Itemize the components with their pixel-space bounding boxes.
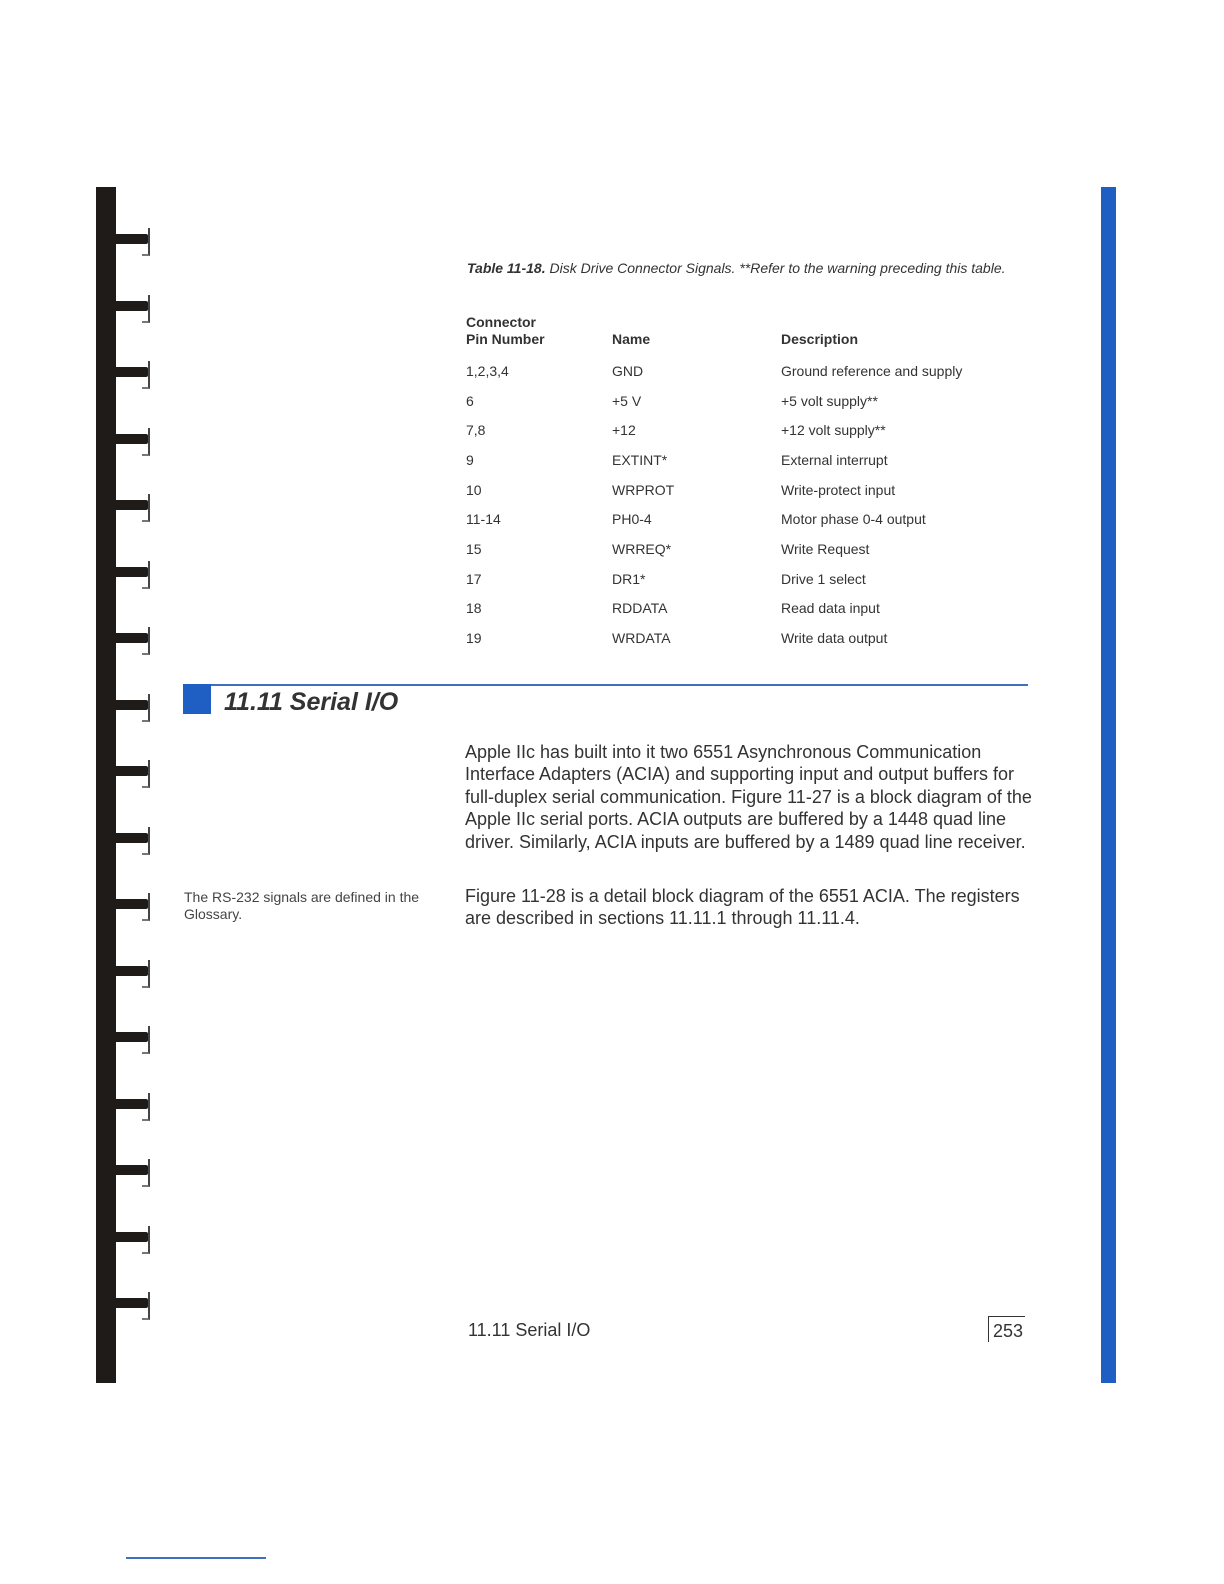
binding-ring-hole <box>142 960 150 988</box>
binding-ring-hole <box>142 295 150 323</box>
table-row <box>466 348 1041 386</box>
binding-ring-bar <box>96 434 148 444</box>
table-row <box>466 564 1041 594</box>
header-pin-line2: Pin Number <box>466 331 545 347</box>
binding-ring <box>96 760 152 786</box>
footer-section-title: 11.11 Serial I/O <box>468 1320 591 1340</box>
binding-ring-hole <box>142 694 150 722</box>
binding-ring-bar <box>96 234 148 244</box>
body-paragraph-1: Apple IIc has built into it two 6551 Asynchronous Communication Interface Adapters (ACIA) and supporting input and output buffers for full-duplex serial communication. Figure 11-27 is a block diagram of the Apple IIc serial ports. ACIA outputs are buffered by a 1448 quad line driver. Similarly, ACIA inputs are buffered by a 1489 quad line receiver. <box>465 742 1032 852</box>
table-caption-text: Disk Drive Connector Signals. **Refer to the warning preceding this table. <box>545 260 1006 276</box>
cell-name: RDDATA <box>612 600 668 617</box>
binding-ring-hole <box>142 627 150 655</box>
binding-ring-hole <box>142 1226 150 1254</box>
table-row <box>466 445 1041 475</box>
binding-ring-hole <box>142 827 150 855</box>
table-header-row <box>466 310 1041 348</box>
binding-ring-bar <box>96 966 148 976</box>
binding-ring-hole <box>142 1026 150 1054</box>
binding-ring <box>96 1226 152 1252</box>
margin-note: The RS-232 signals are defined in the Glossary. <box>184 889 420 922</box>
cell-pin: 18 <box>466 600 482 617</box>
header-description: Description <box>781 331 859 347</box>
binding-ring <box>96 1026 152 1052</box>
cell-description: External interrupt <box>781 451 888 468</box>
table-row <box>466 534 1041 564</box>
cell-pin: 9 <box>466 451 474 468</box>
binding-ring <box>96 694 152 720</box>
binding-ring-bar <box>96 1032 148 1042</box>
binding-ring-hole <box>142 1292 150 1320</box>
binding-ring <box>96 1292 152 1318</box>
binding-ring-hole <box>142 228 150 256</box>
cell-description: Motor phase 0-4 output <box>781 511 926 528</box>
header-name: Name <box>612 331 651 347</box>
binding-ring-bar <box>96 367 148 377</box>
binding-ring-bar <box>96 500 148 510</box>
binding-ring-hole <box>142 1093 150 1121</box>
section-title: 11.11 Serial I/O <box>224 688 399 716</box>
binding-ring-bar <box>96 301 148 311</box>
page-number: 253 <box>988 1316 1025 1342</box>
binding-ring-bar <box>96 766 148 776</box>
table-row <box>466 594 1041 624</box>
cell-pin: 10 <box>466 481 482 498</box>
cell-pin: 7,8 <box>466 422 486 439</box>
cell-description: Write Request <box>781 540 870 557</box>
binding-ring-hole <box>142 494 150 522</box>
table-row <box>466 504 1041 534</box>
cell-pin: 6 <box>466 392 474 409</box>
bottom-underline <box>126 1557 266 1559</box>
cell-name: +12 <box>612 422 636 439</box>
binding-ring-bar <box>96 1298 148 1308</box>
table-body <box>466 348 1041 653</box>
binding-ring <box>96 1093 152 1119</box>
table-row <box>466 623 1041 653</box>
cell-name: WRREQ* <box>612 540 672 557</box>
binding-ring <box>96 960 152 986</box>
binding-ring <box>96 361 152 387</box>
cell-description: Read data input <box>781 600 880 617</box>
binding-ring-bar <box>96 567 148 577</box>
table-caption-label: Table 11-18. <box>467 260 546 276</box>
binding-ring <box>96 494 152 520</box>
binding-ring-bar <box>96 1099 148 1109</box>
binding-ring <box>96 627 152 653</box>
binding-ring-bar <box>96 833 148 843</box>
binding-ring-bar <box>96 899 148 909</box>
cell-description: Drive 1 select <box>781 570 866 587</box>
page-edge-tab <box>1101 187 1116 1383</box>
cell-description: Write-protect input <box>781 481 896 498</box>
cell-name: GND <box>612 362 644 379</box>
cell-name: WRDATA <box>612 630 671 647</box>
binding-ring-hole <box>142 428 150 456</box>
binding-ring-bar <box>96 1165 148 1175</box>
cell-description: Ground reference and supply <box>781 362 963 379</box>
cell-pin: 11-14 <box>466 511 501 528</box>
binding-ring <box>96 561 152 587</box>
cell-pin: 17 <box>466 570 482 587</box>
binding-ring <box>96 1159 152 1185</box>
binding-ring <box>96 428 152 454</box>
cell-name: WRPROT <box>612 481 675 498</box>
section-marker <box>183 684 211 714</box>
binding-ring-hole <box>142 760 150 788</box>
binding-ring-bar <box>96 1232 148 1242</box>
cell-name: EXTINT* <box>612 451 668 468</box>
binding-ring-hole <box>142 893 150 921</box>
cell-pin: 1,2,3,4 <box>466 362 509 379</box>
table-row <box>466 386 1041 416</box>
section-rule <box>210 684 1028 686</box>
cell-description: +12 volt supply** <box>781 422 886 439</box>
binding-ring-hole <box>142 361 150 389</box>
table-row <box>466 475 1041 505</box>
binding-ring-bar <box>96 700 148 710</box>
header-pin-line1: Connector <box>466 314 536 330</box>
table-caption <box>467 260 1042 277</box>
cell-name: PH0-4 <box>612 511 652 528</box>
cell-pin: 15 <box>466 540 482 557</box>
binding-ring <box>96 827 152 853</box>
cell-description: +5 volt supply** <box>781 392 878 409</box>
binding-ring <box>96 295 152 321</box>
table-row <box>466 415 1041 445</box>
binding-ring-hole <box>142 561 150 589</box>
cell-name: DR1* <box>612 570 646 587</box>
header-pin-number <box>466 310 612 348</box>
binding-ring <box>96 228 152 254</box>
body-paragraph-2: Figure 11-28 is a detail block diagram of the 6551 ACIA. The registers are described in sections 11.11.1 through 11.11.4. <box>465 886 1020 929</box>
binding-ring <box>96 893 152 919</box>
signal-table <box>466 310 1041 653</box>
binding-ring-bar <box>96 633 148 643</box>
cell-description: Write data output <box>781 630 888 647</box>
cell-pin: 19 <box>466 630 482 647</box>
binding-ring-hole <box>142 1159 150 1187</box>
cell-name: +5 V <box>612 392 642 409</box>
